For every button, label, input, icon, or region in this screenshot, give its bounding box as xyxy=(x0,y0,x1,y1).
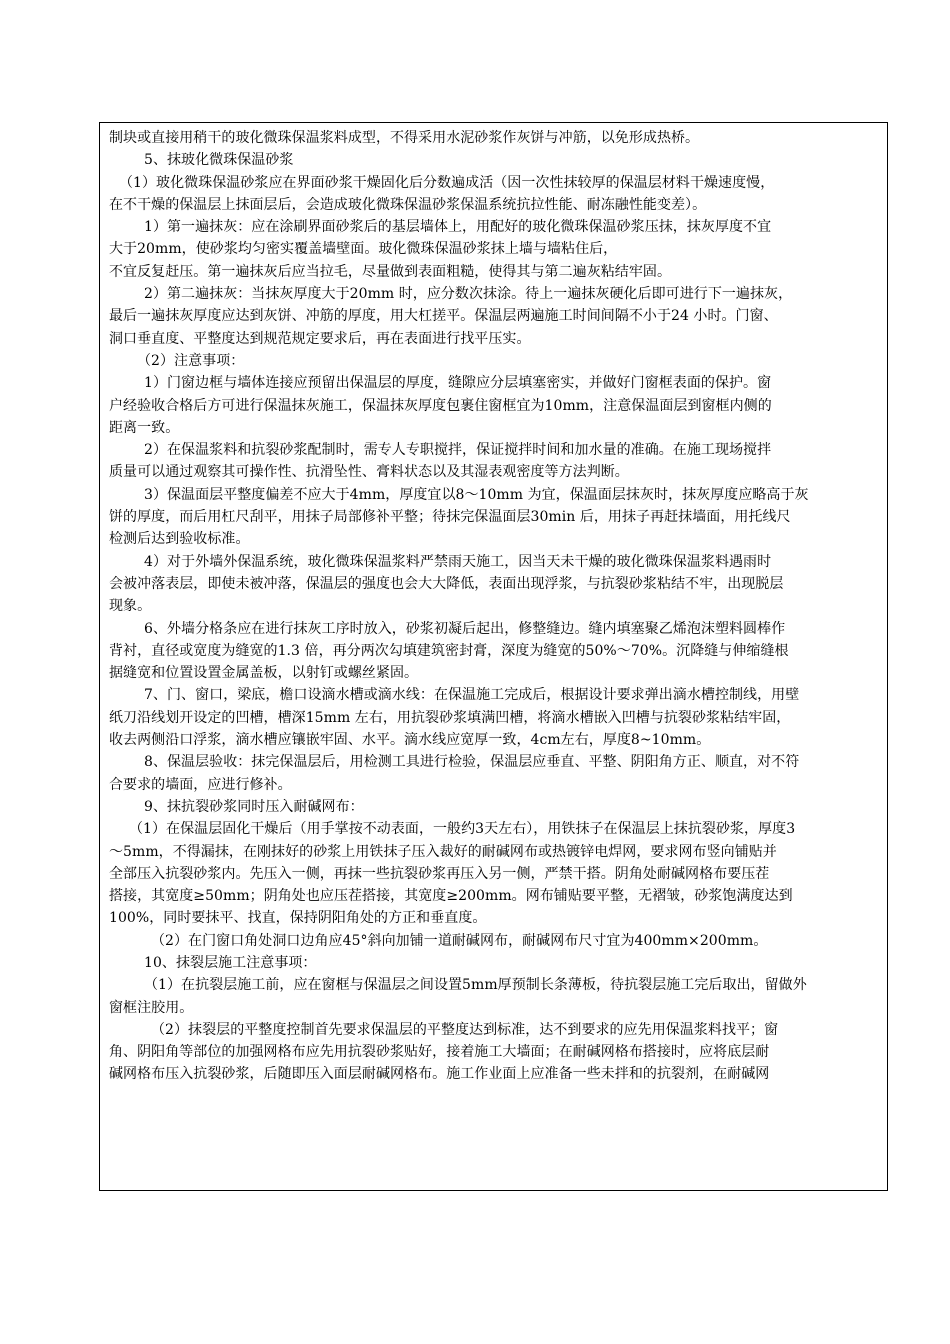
text-line: 5、抹玻化微珠保温砂浆 xyxy=(144,152,294,169)
text-line: （2）注意事项： xyxy=(137,352,245,369)
text-line: 纸刀沿线划开设定的凹槽，槽深15mm 左右，用抗裂砂浆填满凹槽，将滴水槽嵌入凹槽与抗裂砂浆粘结牢固， xyxy=(109,709,791,726)
text-line: 碱网格布压入抗裂砂浆，后随即压入面层耐碱网格布。施工作业面上应准备一些未拌和的抗裂剂，在耐碱网 xyxy=(109,1066,770,1083)
text-line: 4）对于外墙外保温系统，玻化微珠保温浆料严禁雨天施工，因当天未干燥的玻化微珠保温浆料遇雨时 xyxy=(144,553,772,570)
text-line: 制块或直接用稍干的玻化微珠保温浆料成型，不得采用水泥砂浆作灰饼与冲筋，以免形成热桥。 xyxy=(109,130,700,146)
text-line: 窗框注胶用。 xyxy=(109,999,194,1016)
text-line: 据缝宽和位置设置金属盖板，以射钉或螺丝紧固。 xyxy=(109,665,419,682)
text-line: 大于20mm，使砂浆均匀密实覆盖墙壁面。玻化微珠保温砂浆抹上墙与墙粘住后， xyxy=(109,241,618,258)
text-line: （1）在保温层固化干燥后（用手掌按不动表面，一般约3天左右），用铁抹子在保温层上抹抗裂砂浆，厚度3 xyxy=(129,821,796,838)
text-line: 1）门窗边框与墙体连接应预留出保温层的厚度，缝隙应分层填塞密实，并做好门窗框表面的保护。窗 xyxy=(144,375,772,392)
text-line: 户经验收合格后方可进行保温抹灰施工，保温抹灰厚度包裹住窗框宜为10mm，注意保温面层到窗框内侧的 xyxy=(109,397,772,414)
text-line: 会被冲落表层，即使未被冲落，保温层的强度也会大大降低，表面出现浮浆，与抗裂砂浆粘结不牢，出现脱层 xyxy=(109,575,784,592)
text-line: 洞口垂直度、平整度达到规范规定要求后，再在表面进行找平压实。 xyxy=(109,330,531,347)
text-line: 8、保温层验收：抹完保温层后，用检测工具进行检验，保温层应垂直、平整、阴阳角方正、顺直，对不符 xyxy=(144,754,800,771)
text-line: ～5mm，不得漏抹，在刚抹好的砂浆上用铁抹子压入裁好的耐碱网布或热镀锌电焊网，要求网布竖向铺贴并 xyxy=(109,843,777,860)
text-line: 现象。 xyxy=(109,598,152,615)
text-line: 6、外墙分格条应在进行抹灰工序时放入，砂浆初凝后起出，修整缝边。缝内填塞聚乙烯泡沫塑料圆棒作 xyxy=(144,620,786,637)
text-line: （1）玻化微珠保温砂浆应在界面砂浆干燥固化后分数遍成活（因一次性抹较厚的保温层材料干燥速度慢， xyxy=(119,174,775,191)
text-line: 合要求的墙面，应进行修补。 xyxy=(109,776,292,793)
text-line: （2）抹裂层的平整度控制首先要求保温层的平整度达到标准，达不到要求的应先用保温浆料找平；窗 xyxy=(151,1021,779,1038)
text-line: 2）在保温浆料和抗裂砂浆配制时，需专人专职搅拌，保证搅拌时间和加水量的准确。在施工现场搅拌 xyxy=(144,442,772,459)
document-text-frame xyxy=(99,122,888,1191)
text-line: 7、门、窗口，梁底，檐口设滴水槽或滴水线：在保温施工完成后，根据设计要求弹出滴水槽控制线，用壁 xyxy=(144,687,800,704)
text-line: 2）第二遍抹灰：当抹灰厚度大于20mm 时，应分数次抹涂。待上一遍抹灰硬化后即可进行下一遍抹灰， xyxy=(144,286,793,303)
text-line: （2）在门窗口角处洞口边角应45°斜向加铺一道耐碱网布，耐碱网布尺寸宜为400mm×200mm。 xyxy=(151,932,768,949)
text-line: 全部压入抗裂砂浆内。先压入一侧，再抹一些抗裂砂浆再压入另一侧，严禁干搭。阴角处耐碱网格布要压茬 xyxy=(109,865,770,882)
text-line: 背衬，直径或宽度为缝宽的1.3 倍，再分两次勾填建筑密封膏，深度为缝宽的50%～70%。沉降缝与伸缩缝根 xyxy=(109,642,789,659)
text-line: 不宜反复赶压。第一遍抹灰后应当拉毛，尽量做到表面粗糙，使得其与第二遍灰粘结牢固。 xyxy=(109,263,671,280)
text-line: 9、抹抗裂砂浆同时压入耐碱网布： xyxy=(144,798,364,815)
text-line: 1）第一遍抹灰：应在涂刷界面砂浆后的基层墙体上，用配好的玻化微珠保温砂浆压抹，抹灰厚度不宜 xyxy=(144,219,772,236)
text-line: 3）保温面层平整度偏差不应大于4mm，厚度宜以8～10mm 为宜，保温面层抹灰时，抹灰厚度应略高于灰 xyxy=(144,486,809,503)
text-line: 角、阴阳角等部位的加强网格布应先用抗裂砂浆贴好，接着施工大墙面；在耐碱网格布搭接时，应将底层耐 xyxy=(109,1044,770,1061)
text-line: 10、抹裂层施工注意事项： xyxy=(144,954,317,971)
text-line: 搭接，其宽度≥50mm；阴角处也应压茬搭接，其宽度≥200mm。网布铺贴要平整，无褶皱，砂浆饱满度达到 xyxy=(109,888,793,905)
text-line: 检测后达到验收标准。 xyxy=(109,531,250,548)
text-line: 饼的厚度，而后用杠尺刮平，用抹子局部修补平整；待抹完保温面层30min 后，用抹子再赶抹墙面，用托线尺 xyxy=(109,509,791,526)
text-line: 最后一遍抹灰厚度应达到灰饼、冲筋的厚度，用大杠搓平。保温层两遍施工时间间隔不小于24 小时。门窗、 xyxy=(109,308,778,325)
text-line: 质量可以通过观察其可操作性、抗滑坠性、膏料状态以及其湿表观密度等方法判断。 xyxy=(109,464,629,481)
text-line: （1）在抗裂层施工前，应在窗框与保温层之间设置5mm厚预制长条薄板，待抗裂层施工完后取出，留做外 xyxy=(144,977,807,994)
text-line: 100%，同时要抹平、找直，保持阴阳角处的方正和垂直度。 xyxy=(109,910,487,927)
text-line: 收去两侧沿口浮浆，滴水槽应镶嵌牢固、水平。滴水线应宽厚一致，4cm左右，厚度8~10mm。 xyxy=(109,732,711,749)
text-line: 在不干燥的保温层上抹面层后，会造成玻化微珠保温砂浆保温系统抗拉性能、耐冻融性能变差）。 xyxy=(109,196,707,213)
text-line: 距离一致。 xyxy=(109,419,180,436)
